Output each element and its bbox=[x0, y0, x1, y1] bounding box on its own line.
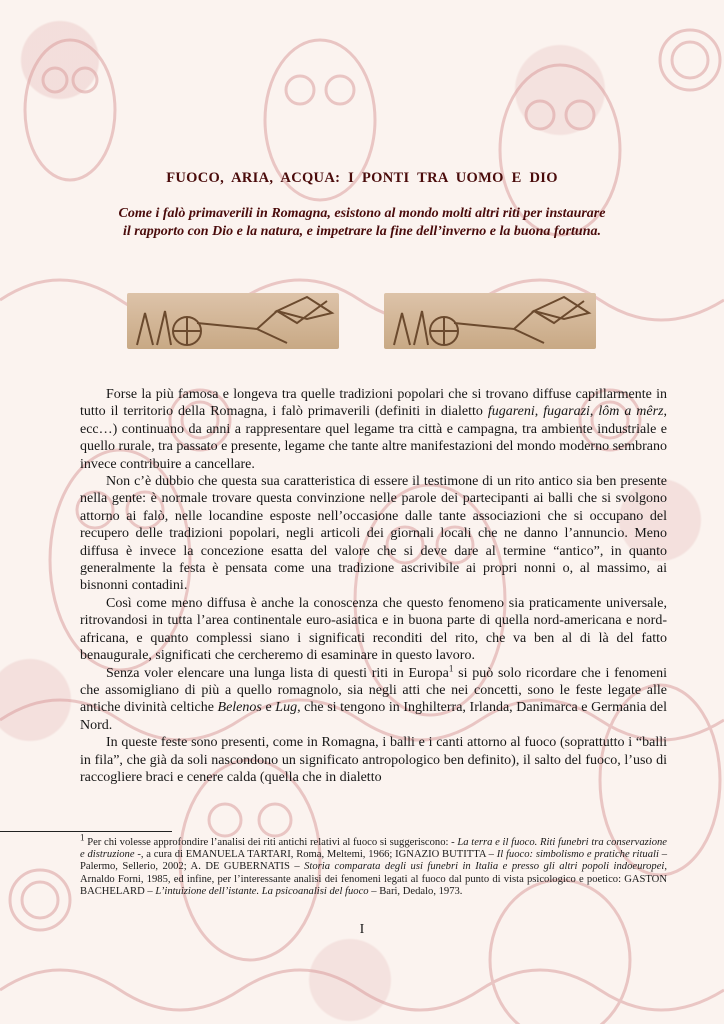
page-title: FUOCO, ARIA, ACQUA: I PONTI TRA UOMO E DIO bbox=[166, 170, 558, 186]
footnote-ref[interactable]: 1 bbox=[448, 662, 454, 673]
body-text bbox=[80, 386, 667, 786]
paragraph-5: In queste feste sono presenti, come in Romagna, i balli e i canti attorno al fuoco (soprattutto i “balli in fila”, che già da soli nascondono un significato antropologico ben definito), il salto del fuoco, l’uso di raccogliere braci e cenere calda (quella che in dialetto bbox=[80, 735, 667, 785]
page-number: I bbox=[359, 922, 365, 937]
page-subtitle bbox=[70, 205, 654, 241]
footnote-divider bbox=[0, 831, 172, 832]
subtitle-line-1: Come i falò primaverili in Romagna, esistono al mondo molti altri riti per instaurare bbox=[118, 206, 606, 221]
paragraph-4: Senza voler elencare una lunga lista di questi riti in Europa$^1$ si può solo ricordare che i fenomeni che assomigliano di più a quello romagnolo, sia negli atti che nei concetti, sono le feste legate alle antiche divinità celtiche Belenos e Lug, che si tengono in Inghilterra, Irlanda, Danimarca e Germania del Nord. bbox=[80, 662, 668, 733]
chariot-frieze-image bbox=[127, 293, 339, 349]
chariot-frieze-drawing bbox=[384, 293, 596, 349]
subtitle-line-2: il rapporto con Dio e la natura, e impetrare la fine dell’inverno e la buona fortuna. bbox=[123, 224, 601, 239]
footnote: $^1$ Per chi volesse approfondire l’analisi dei riti antichi relativi al fuoco si suggeriscono: - La terra e il fuoco. Riti funebri tra conservazione e distruzione -, a cura di EMANUELA TARTARI, Roma, Meltemi, 1966; IGNAZIO BUTITTA – Il fuoco: simbolismo e pratiche rituali – Palermo, Sellerio, 2002; A. DE GUBERNATIS – Storia comparata degli usi funebri in Italia e presso gli altri popoli indoeuropei, Arnaldo Forni, 1985, ed infine, per l’interessante analisi dei fenomeni legati al fuoco dal punto di vista psicologico e poetico: GASTON BACHELARD – L’intuizione dell’istante. La psicoanalisi del fuoco – Bari, Dedalo, 1973. bbox=[80, 832, 668, 897]
chariot-frieze-image bbox=[384, 293, 596, 349]
footnote-number: 1 bbox=[80, 832, 85, 843]
chariot-frieze-drawing bbox=[127, 293, 339, 349]
paragraph-1: Forse la più famosa e longeva tra quelle tradizioni popolari che si trovano diffuse capillarmente in tutto il territorio della Romagna, i falò primaverili (definiti in dialetto fugareni, fugarazi, lôm a mêrz, ecc…) continuano da anni a rappresentare quel legame tra città e campagna, tra ambiente industriale e quello rurale, tra passato e presente, legame che tante altre manifestazioni del mondo moderno sembrano invece contribuire a cancellare. bbox=[80, 387, 667, 472]
paragraph-3: Così come meno diffusa è anche la conoscenza che questo fenomeno sia praticamente universale, ritrovandosi in tutta l’area continentale euro-asiatica e in buona parte di quella nord-americana e nord-africana, e quanto complessi siano i significati reconditi del rito, che va ben al di là del fatto benaugurale, significati che cercheremo di esaminare in questo lavoro. bbox=[80, 595, 667, 664]
paragraph-2: Non c’è dubbio che questa sua caratteristica di essere il testimone di un rito antico sia ben presente nella gente: è normale trovare questa convinzione nelle parole dei partecipanti ai balli che si svolgono attorno ai falò, nelle locandine esposte nell’occasione dalle tante associazioni che si occupano del recupero delle tradizioni popolari, negli articoli dei giornali locali che ne danno l’annuncio. Meno diffusa è invece la concezione esatta del valore che si deve dare al termine “antico”, in quanto generalmente la festa è pensata come una tradizione ascrivibile ai propri nonni o, al massimo, ai bisnonni contadini. bbox=[80, 474, 667, 594]
